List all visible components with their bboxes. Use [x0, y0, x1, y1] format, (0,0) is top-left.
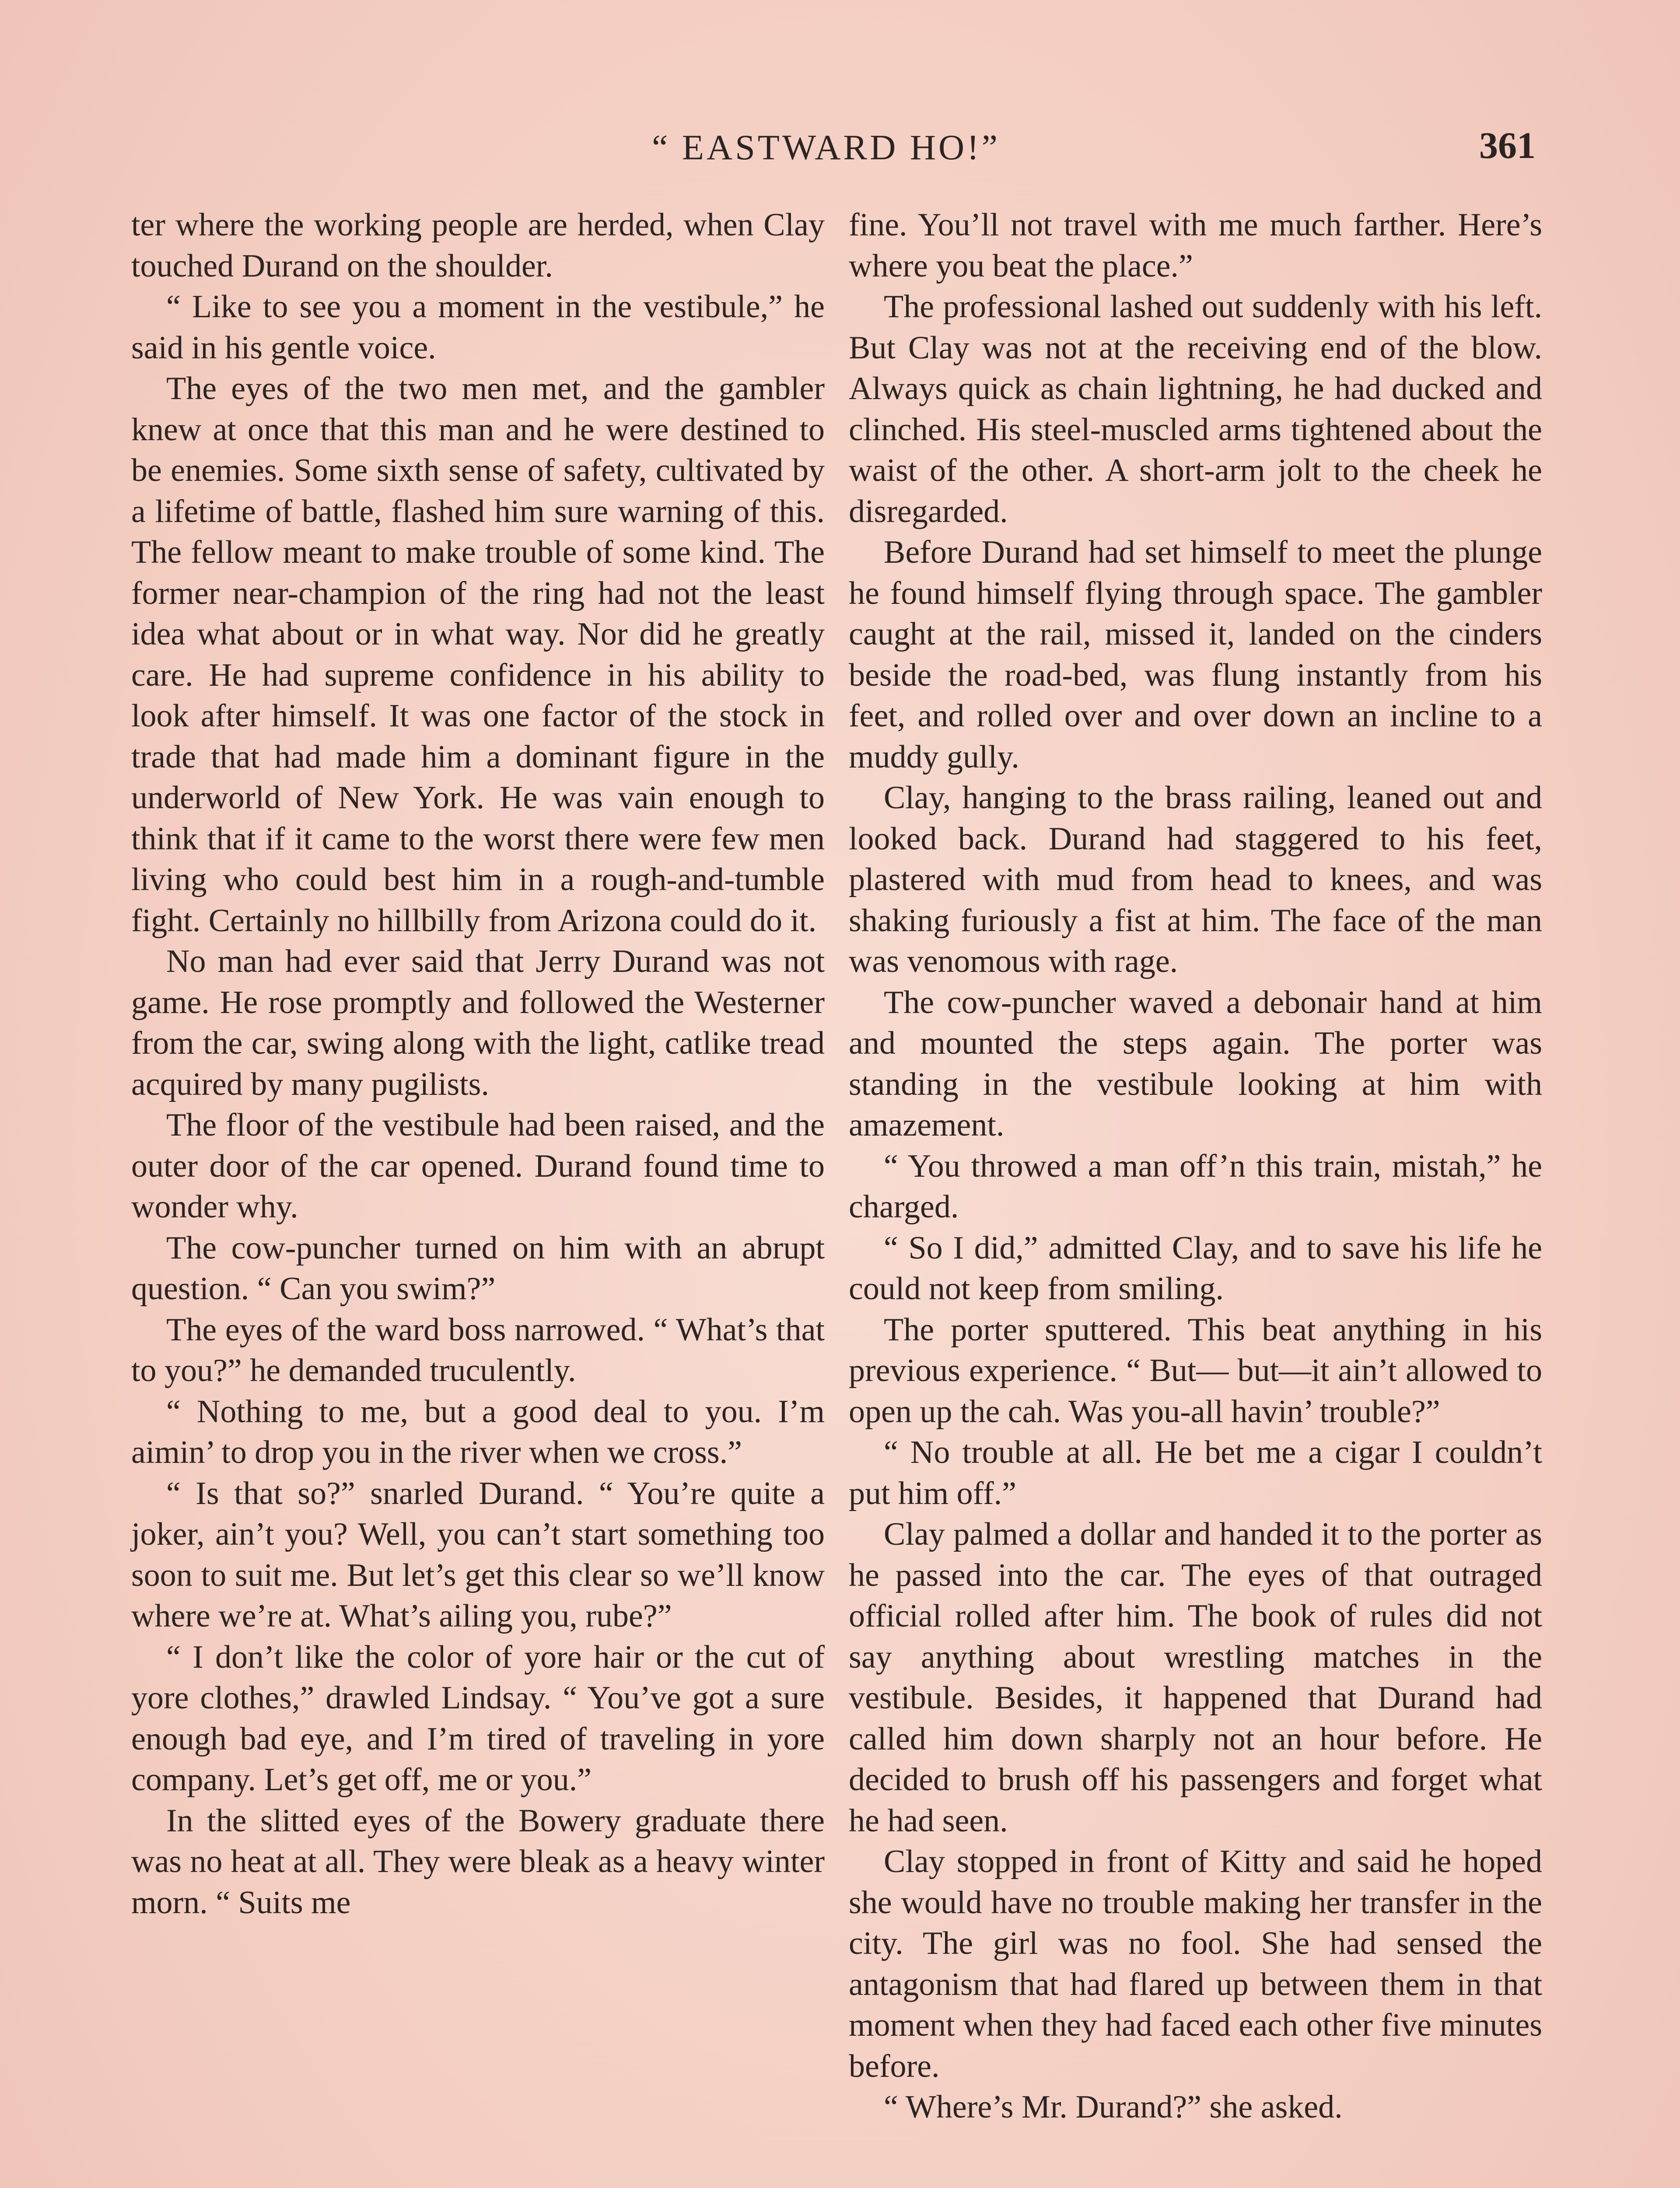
- left-column: [131, 205, 825, 1923]
- paragraph: Before Durand had set himself to meet the plunge he found himself flying through space. The gambler caught at the rail, missed it, landed on the cinders beside the road-bed, was flung instantly from his feet, and rolled over and over down an incline to a muddy gully.: [849, 534, 1542, 775]
- page-number: 361: [1479, 124, 1536, 166]
- paragraph: No man had ever said that Jerry Durand was not game. He rose promptly and followed the Westerner from the car, swing along with the light, catlike tread acquired by many pugilists.: [131, 943, 825, 1102]
- paragraph: The porter sputtered. This beat anything in his previous experience. “ But— but—it ain’t allowed to open up the cah. Was you-all havin’ trouble?”: [849, 1311, 1542, 1430]
- paragraph: The professional lashed out suddenly with his left. But Clay was not at the receiving end of the blow. Always quick as chain lightning, he had ducked and clinched. His steel-muscled arms tightened about the waist of the other. A short-arm jolt to the cheek he disregarded.: [849, 289, 1542, 529]
- paragraph: “ Like to see you a moment in the vestibule,” he said in his gentle voice.: [131, 289, 825, 366]
- paragraph: ter where the working people are herded, when Clay touched Durand on the shoulder.: [131, 207, 825, 284]
- paragraph: The eyes of the ward boss narrowed. “ What’s that to you?” he demanded truculently.: [131, 1311, 825, 1389]
- paragraph: “ No trouble at all. He bet me a cigar I couldn’t put him off.”: [849, 1434, 1542, 1511]
- right-column: [849, 205, 1542, 2128]
- paragraph: The eyes of the two men met, and the gambler knew at once that this man and he were destined to be enemies. Some sixth sense of safety, cultivated by a lifetime of battle, flashed him sure warning of this. The fellow meant to make trouble of some kind. The former near-champion of the ring had not the least idea what about or in what way. Nor did he greatly care. He had supreme confidence in his ability to look after himself. It was one factor of the stock in trade that had made him a dominant figure in the underworld of New York. He was vain enough to think that if it came to the worst there were few men living who could best him in a rough-and-tumble fight. Certainly no hillbilly from Arizona could do it.: [131, 371, 825, 939]
- paragraph: “ I don’t like the color of yore hair or the cut of yore clothes,” drawled Lindsay. “ You’ve got a sure enough bad eye, and I’m tired of traveling in yore company. Let’s get off, me or you.”: [131, 1639, 825, 1798]
- paragraph: Clay stopped in front of Kitty and said he hoped she would have no trouble making her transfer in the city. The girl was no fool. She had sensed the antagonism that had flared up between them in that moment when they had faced each other five minutes before.: [849, 1844, 1542, 2084]
- paragraph: The cow-puncher turned on him with an abrupt question. “ Can you swim?”: [131, 1230, 825, 1307]
- paragraph: “ So I did,” admitted Clay, and to save his life he could not keep from smiling.: [849, 1230, 1542, 1307]
- paragraph: “ You throwed a man off’n this train, mistah,” he charged.: [849, 1148, 1542, 1225]
- running-title: “ EASTWARD HO!”: [652, 127, 1000, 167]
- paragraph: fine. You’ll not travel with me much farther. Here’s where you beat the place.”: [849, 207, 1542, 284]
- paragraph: Clay palmed a dollar and handed it to the porter as he passed into the car. The eyes of that outraged official rolled after him. The book of rules did not say anything about wrestling matches in the vestibule. Besides, it happened that Durand had called him down sharply not an hour before. He decided to brush off his passengers and forget what he had seen.: [849, 1516, 1542, 1839]
- paragraph: Clay, hanging to the brass railing, leaned out and looked back. Durand had staggered to his feet, plastered with mud from head to knees, and was shaking furiously a fist at him. The face of the man was venomous with rage.: [849, 780, 1542, 979]
- paragraph: “ Is that so?” snarled Durand. “ You’re quite a joker, ain’t you? Well, you can’t start something too soon to suit me. But let’s get this clear so we’ll know where we’re at. What’s ailing you, rube?”: [131, 1475, 825, 1634]
- paragraph: The floor of the vestibule had been raised, and the outer door of the car opened. Durand found time to wonder why.: [131, 1107, 825, 1225]
- paragraph: “ Nothing to me, but a good deal to you. I’m aimin’ to drop you in the river when we cross.”: [131, 1393, 825, 1470]
- paragraph: In the slitted eyes of the Bowery graduate there was no heat at all. They were bleak as a heavy winter morn. “ Suits me: [131, 1802, 825, 1921]
- paragraph: The cow-puncher waved a debonair hand at him and mounted the steps again. The porter was standing in the vestibule looking at him with amazement.: [849, 984, 1542, 1143]
- paragraph: “ Where’s Mr. Durand?” she asked.: [884, 2089, 1343, 2125]
